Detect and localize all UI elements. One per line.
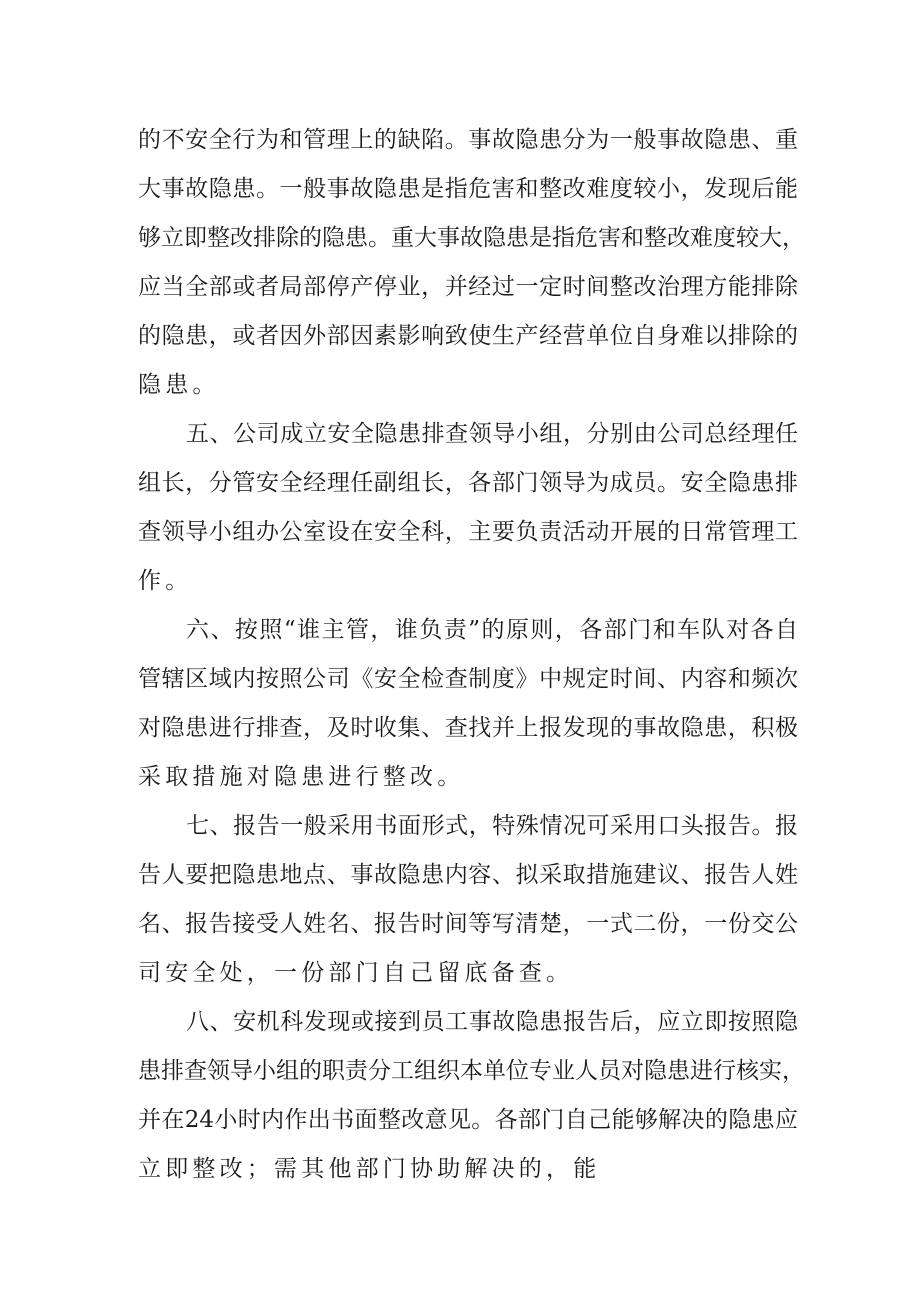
text-line: 司安全处，一份部门自己留底备查。 (138, 960, 574, 986)
text-line: 名、报告接受人姓名、报告时间等写清楚，一式二份，一份交公 (138, 911, 798, 937)
text-line: 作。 (138, 568, 193, 594)
text-line: 立即整改；需其他部门协助解决的，能 (138, 1156, 601, 1182)
text-line: 告人要把隐患地点、事故隐患内容、拟采取措施建议、报告人姓 (138, 862, 798, 888)
text-line: 的不安全行为和管理上的缺陷。事故隐患分为一般事故隐患、重 (138, 127, 798, 153)
text-line: 的隐患，或者因外部因素影响致使生产经营单位自身难以排除的 (138, 323, 798, 349)
paragraph-first-line: 八、安机科发现或接到员工事故隐患报告后，应立即按照隐 (186, 1009, 798, 1035)
text-line: 组长，分管安全经理任副组长，各部门领导为成员。安全隐患排 (138, 470, 798, 496)
text-line: 应当全部或者局部停产停业，并经过一定时间整改治理方能排除 (138, 274, 798, 300)
text-line: 查领导小组办公室设在安全科，主要负责活动开展的日常管理工 (138, 519, 798, 545)
paragraph-first-line: 五、公司成立安全隐患排查领导小组，分别由公司总经理任 (186, 421, 798, 447)
text-line: 隐患。 (138, 372, 220, 398)
text-line: 患排查领导小组的职责分工组织本单位专业人员对隐患进行核实， (138, 1058, 805, 1084)
text-line: 够立即整改排除的隐患。重大事故隐患是指危害和整改难度较大， (138, 225, 805, 251)
text-line: 对隐患进行排查，及时收集、查找并上报发现的事故隐患，积极 (138, 715, 798, 741)
text-line: 并在24小时内作出书面整改意见。各部门自己能够解决的隐患应 (138, 1107, 798, 1133)
text-line: 采取措施对隐患进行整改。 (138, 764, 465, 790)
paragraph-first-line: 六、按照“谁主管，谁负责”的原则，各部门和车队对各自 (186, 617, 798, 643)
paragraph-first-line: 七、报告一般采用书面形式，特殊情况可采用口头报告。报 (186, 813, 798, 839)
text-line: 管辖区域内按照公司《安全检查制度》中规定时间、内容和频次 (138, 666, 798, 692)
text-line: 大事故隐患。一般事故隐患是指危害和整改难度较小，发现后能 (138, 176, 798, 202)
